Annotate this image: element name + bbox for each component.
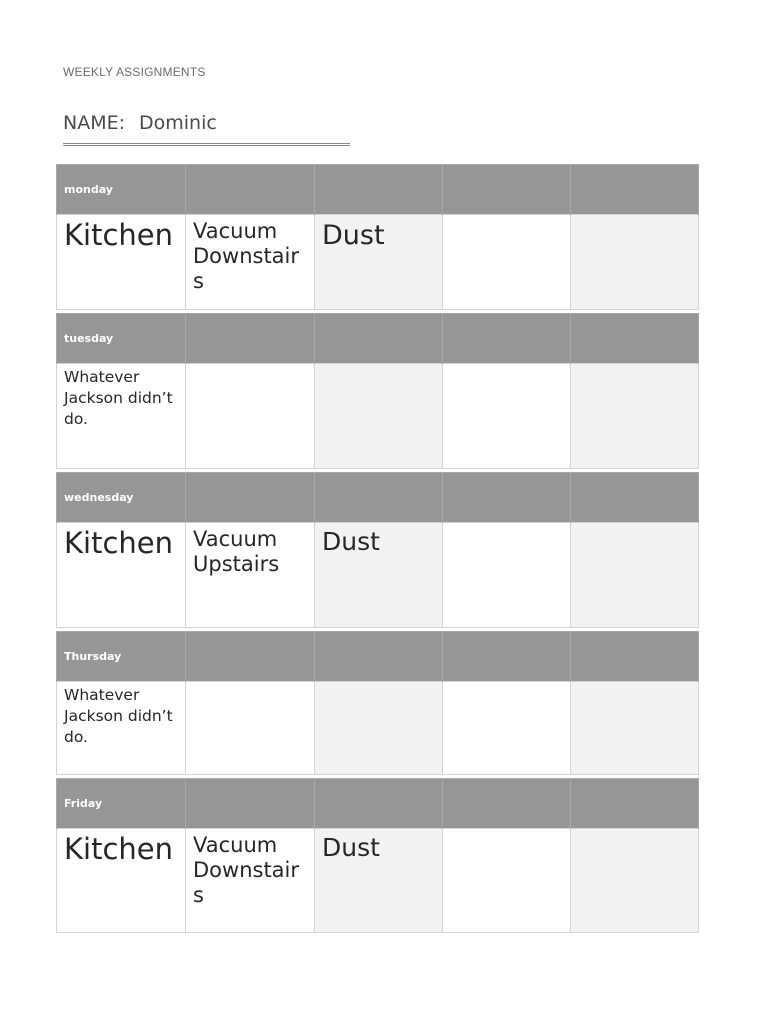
day-header-cell [571,632,699,682]
task-cell[interactable] [315,364,443,469]
task-cell[interactable] [571,682,699,775]
day-header-cell [315,314,443,364]
day-label: Friday [64,797,103,810]
day-header-row [57,473,699,523]
task-text [315,682,442,685]
task-text: Dust [322,220,385,251]
task-text: Dust [322,833,380,862]
day-table-wednesday [56,472,699,628]
day-header-cell [186,165,315,215]
day-header-cell [57,779,186,829]
day-header-cell [57,473,186,523]
task-text: Vacuum Downstairs [193,833,300,908]
day-table-tuesday [56,313,699,469]
task-row [57,364,699,469]
day-table-thursday [56,631,699,775]
task-cell[interactable] [571,523,699,628]
day-header-cell [315,632,443,682]
task-cell[interactable] [443,364,571,469]
name-label: NAME: [63,112,126,134]
task-text [443,364,570,367]
task-text: Kitchen [64,218,173,252]
task-cell[interactable] [443,215,571,310]
day-header-row [57,165,699,215]
day-header-row [57,632,699,682]
task-cell[interactable] [57,682,186,775]
task-text [315,364,442,367]
day-header-cell [315,165,443,215]
task-cell[interactable] [443,829,571,933]
task-row [57,523,699,628]
document-title: WEEKLY ASSIGNMENTS [63,65,206,79]
task-text: Kitchen [64,832,173,866]
day-header-cell [443,473,571,523]
task-cell[interactable] [571,215,699,310]
task-cell[interactable] [57,829,186,933]
day-header-cell [443,165,571,215]
day-header-cell [57,165,186,215]
day-header-cell [571,314,699,364]
task-cell[interactable] [57,364,186,469]
task-cell[interactable] [443,682,571,775]
task-cell[interactable] [315,523,443,628]
task-cell[interactable] [186,682,315,775]
day-label: wednesday [64,491,134,504]
task-text: Vacuum Downstairs [193,219,300,294]
task-text [571,523,698,527]
day-table-friday [56,778,699,933]
day-header-cell [443,779,571,829]
task-text [443,829,570,833]
day-label: Thursday [64,650,122,663]
task-cell[interactable] [186,364,315,469]
task-row [57,215,699,310]
task-cell[interactable] [315,215,443,310]
day-header-cell [571,165,699,215]
task-text [571,215,698,219]
day-table-monday [56,164,699,310]
day-header-cell [443,314,571,364]
day-header-cell [315,473,443,523]
task-text: Whatever Jackson didn’t do. [64,368,173,428]
task-text [186,364,314,367]
day-header-row [57,779,699,829]
task-row [57,682,699,775]
task-text: Kitchen [64,526,173,560]
name-value: Dominic [139,112,217,134]
day-header-cell [186,314,315,364]
task-cell[interactable] [57,215,186,310]
task-cell[interactable] [443,523,571,628]
day-label: monday [64,183,113,196]
day-header-cell [57,632,186,682]
task-cell[interactable] [571,829,699,933]
day-header-cell [57,314,186,364]
task-text [186,682,314,685]
task-text: Vacuum Upstairs [193,527,280,577]
day-header-cell [186,473,315,523]
task-text [443,215,570,219]
task-text: Dust [322,527,380,556]
day-header-cell [571,473,699,523]
day-header-cell [315,779,443,829]
task-text: Whatever Jackson didn’t do. [64,686,173,746]
task-cell[interactable] [315,829,443,933]
task-cell[interactable] [57,523,186,628]
day-header-cell [571,779,699,829]
task-text [571,364,698,367]
task-cell[interactable] [571,364,699,469]
day-header-cell [186,779,315,829]
day-header-cell [186,632,315,682]
task-text [571,682,698,685]
day-label: tuesday [64,332,114,345]
day-header-row [57,314,699,364]
task-text [571,829,698,833]
task-cell[interactable] [186,829,315,933]
task-cell[interactable] [186,523,315,628]
task-text [443,523,570,527]
task-cell[interactable] [186,215,315,310]
day-header-cell [443,632,571,682]
task-text [443,682,570,685]
task-row [57,829,699,933]
task-cell[interactable] [315,682,443,775]
name-field [63,112,350,146]
